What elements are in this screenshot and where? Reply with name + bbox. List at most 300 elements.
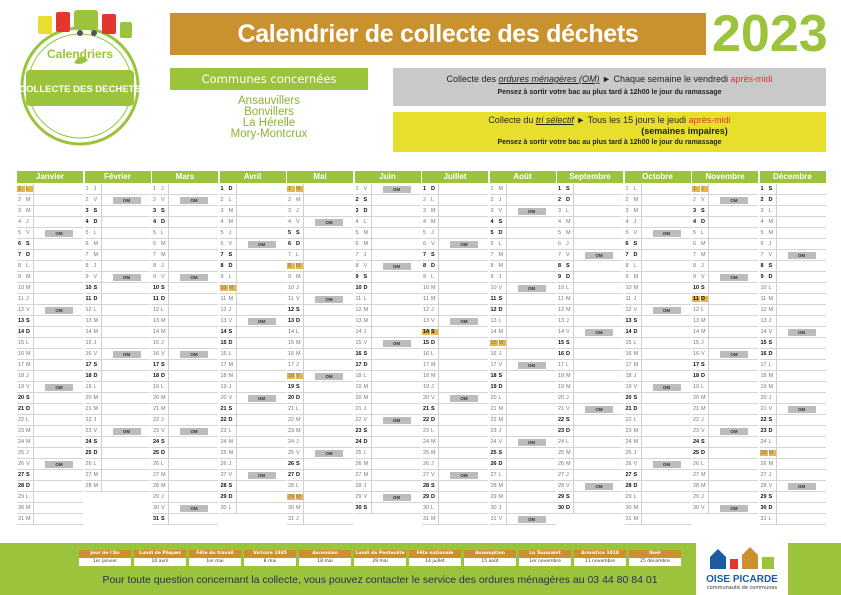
day-number: 4 (423, 219, 427, 225)
day-number: 6 (18, 241, 22, 247)
day-number: 20 (18, 395, 25, 401)
day-cell (760, 360, 826, 371)
day-number: 14 (18, 329, 25, 335)
footer-band (0, 543, 841, 595)
weekday-letter: D (296, 318, 300, 324)
day-number: 28 (220, 483, 227, 489)
day-cell (355, 492, 421, 503)
day-cell (692, 437, 758, 448)
day-number: 11 (760, 296, 767, 302)
day-cell (557, 272, 623, 283)
day-cell (760, 228, 826, 239)
day-number: 23 (760, 428, 767, 434)
day-number: 18 (85, 373, 92, 379)
day-number: 6 (355, 241, 359, 247)
day-number: 23 (153, 428, 160, 434)
weekday-letter: S (296, 384, 300, 390)
weekday-letter: M (498, 252, 504, 258)
day-cell (422, 261, 488, 272)
day-cell (287, 228, 353, 239)
day-number: 26 (18, 461, 25, 467)
day-number: 2 (220, 197, 224, 203)
weekday-letter: S (228, 329, 233, 335)
weekday-letter: M (93, 252, 99, 258)
day-cell (557, 349, 623, 360)
weekday-letter: J (498, 274, 502, 280)
day-number: 21 (423, 406, 430, 412)
day-number: 1 (85, 186, 89, 192)
day-number: 2 (693, 197, 697, 203)
day-cell (692, 503, 758, 514)
om-collection-badge: OM (113, 428, 141, 435)
weekday-letter: S (93, 362, 98, 368)
weekday-letter: D (498, 461, 503, 467)
day-number: 11 (18, 296, 24, 302)
day-number: 7 (288, 252, 292, 258)
day-number: 20 (490, 395, 497, 401)
weekday-letter: M (93, 483, 99, 489)
day-number: 29 (625, 494, 632, 500)
weekday-letter: S (633, 241, 638, 247)
weekday-letter: J (93, 417, 97, 423)
day-number: 12 (760, 307, 767, 313)
weekday-letter: V (26, 461, 30, 467)
logo-tagline: communauté de communes (706, 585, 778, 591)
weekday-letter: M (296, 340, 301, 346)
om-schedule: ► Chaque semaine le vendredi (599, 74, 731, 84)
weekday-letter: V (363, 263, 368, 269)
day-cell (287, 492, 353, 503)
day-cell (355, 503, 421, 514)
day-number: 27 (85, 472, 92, 478)
day-number: 14 (423, 329, 430, 335)
day-number: 24 (18, 439, 25, 445)
om-collection-badge: OM (180, 197, 208, 204)
day-number: 5 (220, 230, 224, 236)
day-cell (625, 415, 691, 426)
day-cell (152, 228, 218, 239)
day-number: 28 (288, 483, 295, 489)
day-number: 4 (693, 219, 697, 225)
weekday-letter: M (363, 318, 369, 324)
day-number: 7 (760, 252, 764, 258)
weekday-letter: D (296, 395, 300, 401)
day-number: 26 (558, 461, 565, 467)
day-number: 30 (423, 505, 430, 511)
day-number: 16 (18, 351, 25, 357)
day-cell (557, 437, 623, 448)
om-collection-badge: OM (315, 373, 343, 380)
weekday-letter: J (633, 450, 637, 456)
day-cell (287, 448, 353, 459)
day-cell (422, 404, 488, 415)
day-number: 11 (220, 296, 227, 302)
weekday-letter: M (228, 450, 234, 456)
day-number: 28 (355, 483, 362, 489)
day-cell (760, 327, 826, 338)
day-cell (625, 239, 691, 250)
day-cell (760, 404, 826, 415)
day-number: 4 (85, 219, 89, 225)
weekday-letter: V (768, 329, 773, 335)
day-cell (692, 426, 758, 437)
day-number: 17 (760, 362, 767, 368)
day-cell (557, 360, 623, 371)
weekday-letter: V (363, 494, 368, 500)
weekday-letter: M (93, 395, 99, 401)
weekday-letter: D (93, 296, 98, 302)
day-number: 14 (355, 329, 362, 335)
day-cell (220, 382, 286, 393)
day-cell (220, 327, 286, 338)
day-number: 7 (490, 252, 494, 258)
month-header: Janvier (17, 171, 83, 183)
weekday-letter: L (431, 428, 435, 434)
weekday-letter: M (161, 241, 166, 247)
day-number: 23 (288, 428, 295, 434)
weekday-letter: M (26, 197, 31, 203)
day-cell (17, 283, 83, 294)
weekday-letter: M (161, 483, 166, 489)
day-cell (625, 228, 691, 239)
day-cell (760, 415, 826, 426)
weekday-letter: S (228, 406, 233, 412)
day-cell (17, 503, 83, 514)
weekday-letter: D (363, 208, 368, 214)
weekday-letter: M (296, 197, 301, 203)
day-number: 14 (760, 329, 767, 335)
day-number: 25 (760, 450, 767, 456)
day-cell (490, 470, 556, 481)
day-number: 3 (760, 208, 764, 214)
day-cell (625, 393, 691, 404)
om-collection-badge: OM (180, 351, 208, 358)
weekday-letter: L (161, 384, 165, 390)
day-number: 16 (625, 351, 632, 357)
day-cell (287, 514, 353, 525)
weekday-letter: J (363, 406, 367, 412)
day-number: 20 (85, 395, 92, 401)
day-number: 9 (423, 274, 427, 280)
day-cell (220, 371, 286, 382)
day-cell (85, 184, 151, 195)
om-collection-badge: OM (383, 417, 411, 424)
day-cell (692, 404, 758, 415)
day-cell (220, 217, 286, 228)
day-number: 17 (558, 362, 565, 368)
holiday-date: 14 juillet (409, 558, 461, 566)
weekday-letter: M (701, 252, 706, 258)
day-number: 8 (220, 263, 224, 269)
day-number: 11 (355, 296, 362, 302)
day-number: 27 (693, 472, 700, 478)
commune-item: La Hérelle (242, 117, 296, 129)
weekday-letter: J (296, 285, 299, 291)
logo-brand: OISE PICARDE (706, 574, 778, 585)
weekday-letter: M (26, 362, 31, 368)
weekday-letter: D (26, 406, 30, 412)
day-number: 19 (558, 384, 565, 390)
day-cell (557, 327, 623, 338)
weekday-letter: S (768, 417, 773, 423)
weekday-letter: S (228, 483, 233, 489)
day-number: 2 (625, 197, 629, 203)
day-number: 24 (423, 439, 430, 445)
day-number: 22 (220, 417, 227, 423)
day-number: 28 (153, 483, 160, 489)
weekday-letter: L (768, 208, 772, 214)
day-number: 3 (153, 208, 157, 214)
weekday-letter: D (228, 186, 233, 192)
weekday-letter: D (701, 373, 705, 379)
om-when: après-midi (730, 74, 773, 84)
day-cell (557, 404, 623, 415)
day-number: 23 (355, 428, 362, 434)
om-collection-badge: OM (113, 197, 141, 204)
day-cell (557, 283, 623, 294)
weekday-letter: D (161, 450, 165, 456)
day-cell (220, 415, 286, 426)
day-cell (557, 261, 623, 272)
day-number: 20 (760, 395, 767, 401)
day-cell (17, 261, 83, 272)
weekday-letter: M (93, 318, 99, 324)
day-cell (490, 261, 556, 272)
day-cell (625, 261, 691, 272)
weekday-letter: D (161, 373, 165, 379)
day-number: 19 (220, 384, 227, 390)
day-cell (17, 470, 83, 481)
day-cell (422, 250, 488, 261)
day-cell (287, 349, 353, 360)
day-cell (85, 239, 151, 250)
day-cell (220, 261, 286, 272)
day-cell (17, 349, 83, 360)
day-cell (422, 503, 488, 514)
day-cell (557, 228, 623, 239)
weekday-letter: J (161, 340, 164, 346)
weekday-letter: J (228, 307, 232, 313)
day-cell (85, 437, 151, 448)
weekday-letter: M (93, 241, 99, 247)
day-number: 25 (153, 450, 160, 456)
day-cell (490, 448, 556, 459)
day-cell (220, 206, 286, 217)
weekday-letter: M (566, 373, 571, 379)
day-number: 18 (558, 373, 565, 379)
day-number: 8 (153, 263, 157, 269)
day-cell (490, 503, 556, 514)
day-number: 21 (693, 406, 700, 412)
badge-top-text: Calendriers (46, 47, 114, 61)
weekday-letter: V (93, 428, 98, 434)
weekday-letter: M (498, 329, 504, 335)
day-cell (422, 470, 488, 481)
day-number: 30 (288, 505, 295, 511)
weekday-letter: J (701, 340, 704, 346)
day-number: 8 (490, 263, 494, 269)
day-number: 15 (355, 340, 362, 346)
weekday-letter: L (93, 384, 97, 390)
day-cell (287, 459, 353, 470)
day-number: 17 (18, 362, 25, 368)
day-number: 25 (355, 450, 362, 456)
day-cell (557, 415, 623, 426)
weekday-letter: M (26, 274, 31, 280)
day-number: 25 (490, 450, 497, 456)
weekday-letter: V (363, 186, 368, 192)
tri-when: après-midi (688, 115, 731, 125)
weekday-letter: S (161, 516, 165, 522)
om-collection-badge: OM (315, 219, 343, 226)
day-number: 18 (288, 373, 295, 379)
holiday-date: 8 mai (244, 558, 296, 566)
weekday-letter: J (93, 263, 97, 269)
weekday-letter: J (161, 417, 164, 423)
day-cell (85, 349, 151, 360)
weekday-letter: S (633, 472, 638, 478)
day-cell (85, 415, 151, 426)
day-cell (692, 371, 758, 382)
day-cell (287, 294, 353, 305)
day-number: 15 (85, 340, 92, 346)
day-cell (625, 184, 691, 195)
om-collection-badge: OM (788, 252, 816, 259)
day-number: 14 (625, 329, 632, 335)
weekday-letter: M (228, 373, 234, 379)
day-cell (625, 382, 691, 393)
day-number: 2 (153, 197, 157, 203)
day-number: 12 (355, 307, 362, 313)
weekday-letter: J (26, 373, 29, 379)
day-number: 23 (625, 428, 632, 434)
communes-heading: Communes concernées (170, 68, 368, 90)
day-number: 3 (18, 208, 22, 214)
day-number: 10 (288, 285, 295, 291)
day-number: 2 (18, 197, 22, 203)
weekday-letter: M (228, 296, 234, 302)
day-cell (85, 217, 151, 228)
month-column (220, 171, 287, 540)
day-cell (760, 305, 826, 316)
day-number: 23 (490, 428, 497, 434)
day-cell (85, 360, 151, 371)
weekday-letter: M (228, 439, 234, 445)
weekday-letter: M (26, 285, 31, 291)
day-cell (220, 492, 286, 503)
weekday-letter: J (161, 263, 164, 269)
day-cell (85, 195, 151, 206)
day-cell (287, 184, 353, 195)
day-cell (625, 250, 691, 261)
day-cell (85, 470, 151, 481)
day-cell (490, 228, 556, 239)
day-number: 4 (625, 219, 629, 225)
weekday-letter: V (566, 329, 570, 335)
om-collection-badge: OM (518, 516, 546, 523)
day-cell (85, 316, 151, 327)
day-number: 2 (490, 197, 494, 203)
day-number: 10 (558, 285, 565, 291)
day-number: 26 (220, 461, 227, 467)
om-collection-badge: OM (585, 406, 613, 413)
weekday-letter: L (768, 516, 772, 522)
day-number: 15 (625, 340, 632, 346)
weekday-letter: V (498, 516, 503, 522)
weekday-letter: L (701, 307, 705, 313)
day-cell (355, 228, 421, 239)
day-number: 8 (558, 263, 562, 269)
day-cell (557, 206, 623, 217)
weekday-letter: L (633, 263, 637, 269)
day-cell (760, 283, 826, 294)
communes-list (170, 96, 368, 140)
weekday-letter: D (26, 483, 30, 489)
weekday-letter: M (633, 362, 639, 368)
day-number: 21 (220, 406, 227, 412)
page-title: Calendrier de collecte des déchets (237, 19, 639, 48)
weekday-letter: M (26, 439, 31, 445)
weekday-letter: S (768, 340, 773, 346)
day-cell (85, 459, 151, 470)
weekday-letter: M (161, 472, 166, 478)
day-number: 3 (220, 208, 224, 214)
day-cell (355, 239, 421, 250)
day-cell (17, 360, 83, 371)
day-number: 13 (18, 318, 25, 324)
commune-item: Ansauvillers (238, 95, 300, 107)
day-number: 10 (220, 285, 227, 291)
weekday-letter: V (633, 230, 638, 236)
day-cell (422, 393, 488, 404)
holiday-name: La Toussaint (519, 550, 571, 558)
title-banner (170, 13, 706, 55)
day-number: 19 (355, 384, 362, 390)
day-cell (557, 393, 623, 404)
tri-weeks: (semaines impaires) (641, 126, 728, 136)
day-number: 2 (288, 197, 292, 203)
day-number: 11 (625, 296, 632, 302)
day-number: 18 (153, 373, 160, 379)
day-cell (422, 327, 488, 338)
tri-info-box (393, 112, 826, 152)
day-number: 12 (288, 307, 295, 313)
day-cell (152, 404, 218, 415)
om-collection-badge: OM (248, 395, 276, 402)
day-number: 4 (18, 219, 22, 225)
weekday-letter: M (498, 494, 504, 500)
day-cell (287, 338, 353, 349)
weekday-letter: J (768, 241, 772, 247)
weekday-letter: J (161, 186, 164, 192)
day-number: 16 (288, 351, 295, 357)
om-collection-badge: OM (113, 351, 141, 358)
day-cell (760, 503, 826, 514)
day-cell (490, 338, 556, 349)
weekday-letter: J (701, 417, 704, 423)
day-number: 13 (355, 318, 362, 324)
day-cell (152, 195, 218, 206)
day-number: 21 (490, 406, 497, 412)
day-number: 24 (355, 439, 362, 445)
day-number: 24 (288, 439, 295, 445)
day-cell (490, 393, 556, 404)
weekday-letter: V (296, 219, 300, 225)
weekday-letter: M (431, 450, 436, 456)
weekday-letter: M (566, 230, 571, 236)
weekday-letter: J (26, 450, 29, 456)
day-number: 15 (153, 340, 160, 346)
